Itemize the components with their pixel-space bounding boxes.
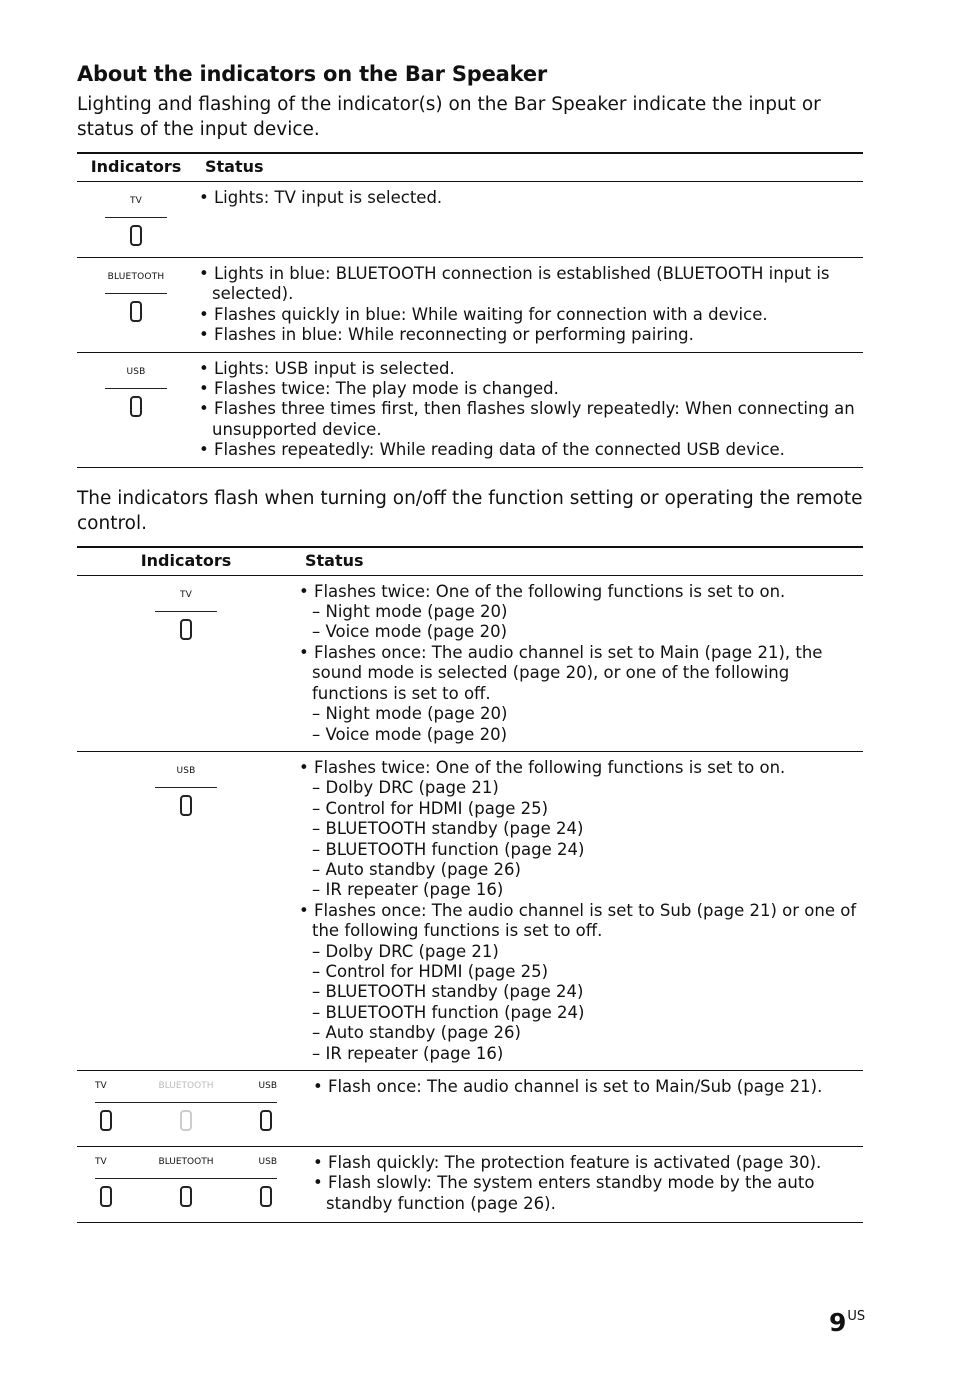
status-subitem: – Voice mode (page 20) (299, 725, 863, 745)
status-item: • Flashes once: The audio channel is set to Main (page 21), the sound mode is selected (page 20), or one of the following functions is set to off. (299, 643, 863, 704)
manual-page (77, 62, 863, 1223)
status-item: • Flashes quickly in blue: While waiting for connection with a device. (199, 305, 863, 325)
usb-indicator (155, 762, 217, 816)
indicator-divider (105, 293, 167, 294)
status-subitem: – Auto standby (page 26) (299, 1023, 863, 1043)
status-item: • Lights: TV input is selected. (199, 188, 863, 208)
status-subitem: – Auto standby (page 26) (299, 860, 863, 880)
status-list (199, 264, 863, 346)
indicator-label-tv: TV (95, 1157, 107, 1167)
status-list (299, 758, 863, 1064)
indicator-cell (77, 751, 295, 1070)
header-indicators: Indicators (77, 153, 195, 182)
status-item: • Lights in blue: BLUETOOTH connection is established (BLUETOOTH input is selected). (199, 264, 863, 305)
tv-usb-indicator-group (77, 1077, 277, 1131)
status-subitem: – Night mode (page 20) (299, 704, 863, 724)
indicator-divider (105, 217, 167, 218)
indicator-label-usb: USB (176, 765, 196, 776)
indicator-label-bluetooth: BLUETOOTH (158, 1157, 214, 1167)
status-cell (295, 1147, 863, 1223)
status-subitem: – Dolby DRC (page 21) (299, 778, 863, 798)
status-list (199, 188, 863, 208)
indicator-lamp-icon (130, 225, 142, 246)
table-row (77, 258, 863, 353)
bluetooth-lamp-icon (180, 1110, 192, 1131)
status-subitem: – Voice mode (page 20) (299, 622, 863, 642)
indicator-lamps (95, 1110, 277, 1131)
indicator-label-tv: TV (179, 589, 193, 600)
indicator-table-functions (77, 546, 863, 1223)
status-subitem: – Dolby DRC (page 21) (299, 942, 863, 962)
tv-indicator (155, 586, 217, 640)
indicator-divider (155, 787, 217, 788)
status-item: • Flashes twice: One of the following functions is set to on. (299, 758, 863, 778)
status-cell (195, 258, 863, 353)
indicator-label-bluetooth: BLUETOOTH (158, 1081, 214, 1091)
status-item: • Flashes twice: One of the following functions is set to on. (299, 582, 863, 602)
status-item: • Flash quickly: The protection feature is activated (page 30). (313, 1153, 863, 1173)
status-item: • Flashes twice: The play mode is changed. (199, 379, 863, 399)
table-row (77, 575, 863, 751)
table-row (77, 751, 863, 1070)
status-subitem: – Night mode (page 20) (299, 602, 863, 622)
indicator-divider (105, 388, 167, 389)
indicator-divider (95, 1102, 277, 1103)
table-row (77, 182, 863, 258)
tv-lamp-icon (100, 1110, 112, 1131)
usb-lamp-icon (260, 1186, 272, 1207)
tv-lamp-icon (100, 1186, 112, 1207)
indicator-cell (77, 1147, 295, 1223)
usb-lamp-icon (260, 1110, 272, 1131)
status-item: • Flashes in blue: While reconnecting or performing pairing. (199, 325, 863, 345)
status-item: • Flashes repeatedly: While reading data of the connected USB device. (199, 440, 863, 460)
indicator-cell (77, 258, 195, 353)
indicator-lamp-icon (130, 301, 142, 322)
section-title: About the indicators on the Bar Speaker (77, 62, 548, 86)
section-intro: Lighting and flashing of the indicator(s) on the Bar Speaker indicate the input or status of the input device. (77, 94, 821, 140)
status-item: • Lights: USB input is selected. (199, 359, 863, 379)
header-status: Status (195, 153, 863, 182)
table-header-row (77, 153, 863, 182)
indicator-group (95, 1153, 277, 1207)
indicator-table-input (77, 152, 863, 468)
table-row (77, 1147, 863, 1223)
indicator-lamps (95, 1186, 277, 1207)
page-region: US (847, 1309, 866, 1324)
table-row (77, 1071, 863, 1147)
status-list (313, 1153, 863, 1214)
status-cell (295, 751, 863, 1070)
header-indicators: Indicators (77, 547, 295, 576)
indicator-label-bluetooth: BLUETOOTH (107, 272, 165, 282)
indicator-cell (77, 1071, 295, 1147)
status-subitem: – BLUETOOTH standby (page 24) (299, 982, 863, 1002)
status-subitem: – IR repeater (page 16) (299, 1044, 863, 1064)
indicator-cell (77, 575, 295, 751)
page-number (829, 1308, 865, 1337)
status-subitem: – Control for HDMI (page 25) (299, 799, 863, 819)
indicator-group (95, 1077, 277, 1131)
status-cell (195, 352, 863, 467)
status-item: • Flashes once: The audio channel is set to Sub (page 21) or one of the following functions is set to off. (299, 901, 863, 942)
status-cell (295, 575, 863, 751)
indicator-labels (95, 1156, 277, 1168)
table-header-row (77, 547, 863, 576)
indicator-cell (77, 182, 195, 258)
indicator-lamp-icon (180, 619, 192, 640)
indicator-divider (95, 1178, 277, 1179)
indicator-label-tv: TV (129, 196, 143, 206)
status-item: • Flash slowly: The system enters standby mode by the auto standby function (page 26). (313, 1173, 863, 1214)
bluetooth-indicator (105, 268, 167, 322)
status-subitem: – BLUETOOTH standby (page 24) (299, 819, 863, 839)
status-cell (195, 182, 863, 258)
status-subitem: – Control for HDMI (page 25) (299, 962, 863, 982)
section-intro-2: The indicators flash when turning on/off the function setting or operating the remote control. (77, 487, 863, 534)
all-indicator-group (77, 1153, 277, 1207)
indicator-lamp-icon (130, 396, 142, 417)
usb-indicator (105, 363, 167, 417)
status-cell (295, 1071, 863, 1147)
indicator-label-tv: TV (95, 1081, 107, 1091)
status-subitem: – BLUETOOTH function (page 24) (299, 1003, 863, 1023)
indicator-label-usb: USB (258, 1081, 277, 1091)
indicator-labels (95, 1080, 277, 1092)
table-row (77, 352, 863, 467)
status-subitem: – IR repeater (page 16) (299, 880, 863, 900)
indicator-cell (77, 352, 195, 467)
page-number-value: 9 (829, 1308, 847, 1337)
status-item: • Flash once: The audio channel is set to Main/Sub (page 21). (313, 1077, 863, 1097)
tv-indicator (105, 192, 167, 246)
header-status: Status (295, 547, 863, 576)
status-list (199, 359, 863, 461)
status-item: • Flashes three times first, then flashes slowly repeatedly: When connecting an unsupported device. (199, 399, 863, 440)
status-subitem: – BLUETOOTH function (page 24) (299, 840, 863, 860)
indicator-lamp-icon (180, 795, 192, 816)
status-list (299, 582, 863, 745)
status-list (313, 1077, 863, 1097)
indicator-label-usb: USB (258, 1157, 277, 1167)
indicator-label-usb: USB (126, 366, 146, 377)
bluetooth-lamp-icon (180, 1186, 192, 1207)
indicator-divider (155, 611, 217, 612)
